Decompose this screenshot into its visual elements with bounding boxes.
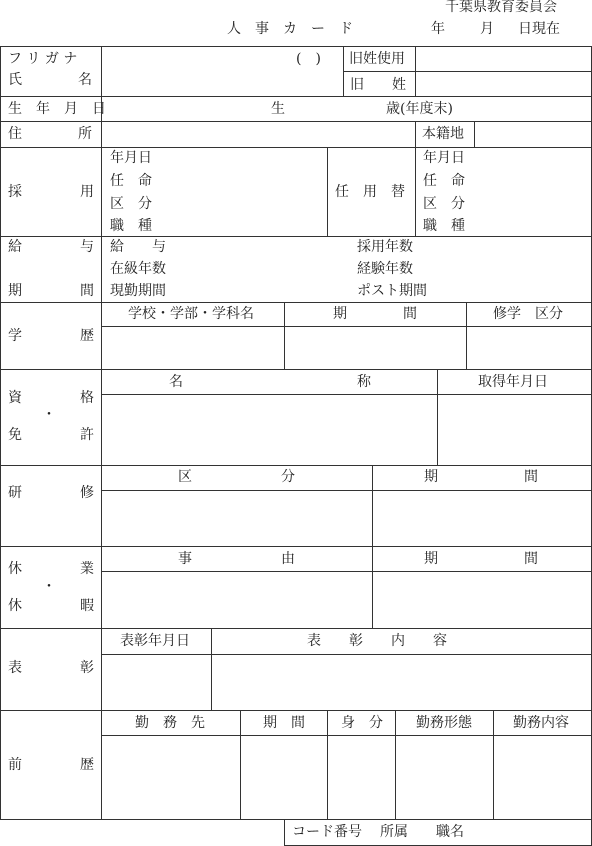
salary-label-b: 与	[80, 239, 94, 255]
title-column-header-a: 名	[169, 374, 183, 390]
leave-label-a: 休	[8, 561, 22, 577]
years-experience-label: 経験年数	[357, 261, 413, 277]
hire-appointment-label: 任 命	[110, 173, 152, 189]
current-service-period-label: 現勤期間	[110, 283, 166, 299]
award-content-field[interactable]	[212, 655, 591, 710]
middle-dot: ・	[42, 407, 56, 423]
old-name-use-label: 旧姓使用	[349, 51, 405, 67]
award-date-field[interactable]	[102, 655, 211, 710]
license-label-a: 免	[8, 427, 22, 443]
birth-date-label: 生 年 月 日	[8, 101, 106, 117]
title-column-header-b: 称	[357, 374, 371, 390]
qualification-name-field[interactable]	[102, 395, 437, 465]
workplace-field[interactable]	[102, 736, 240, 819]
affiliation-label: 所属	[380, 824, 408, 840]
address-label: 住 所	[8, 126, 92, 142]
rule	[0, 46, 1, 819]
vacation-label-b: 暇	[80, 598, 94, 614]
award-label-a: 表	[8, 660, 22, 676]
history-label-a: 前	[8, 757, 22, 773]
period-column-header: 期 間	[333, 306, 417, 322]
award-content-column-header: 表 彰 内 容	[307, 633, 447, 649]
study-status-field[interactable]	[467, 327, 591, 369]
training-label-a: 研	[8, 485, 22, 501]
hire-job-type-label: 職 種	[110, 218, 152, 234]
rule	[0, 236, 592, 237]
leave-reason-field[interactable]	[102, 572, 372, 628]
acquired-date-field[interactable]	[438, 395, 591, 465]
rule	[0, 546, 592, 547]
rule	[415, 121, 416, 147]
training-period-field[interactable]	[373, 491, 591, 546]
old-name-field[interactable]	[416, 72, 591, 96]
rule	[327, 147, 328, 236]
rule	[343, 46, 344, 96]
status-column-header: 身 分	[341, 715, 383, 731]
paren-mark: ( )	[296, 51, 321, 67]
vacation-label-a: 休	[8, 598, 22, 614]
reappointment-job-type-label: 職 種	[423, 218, 465, 234]
form-title: 人 事 カ ー ド	[227, 21, 353, 37]
period-column-header-a: 期	[424, 551, 438, 567]
work-content-column-header: 勤務内容	[513, 715, 569, 731]
date-month-label: 月	[480, 21, 494, 37]
rule	[0, 302, 592, 303]
hire-label-a: 採	[8, 184, 22, 200]
reappointment-category-label: 区 分	[423, 196, 465, 212]
qualification-label-a: 資	[8, 390, 22, 406]
hire-date-label: 年月日	[110, 150, 152, 166]
rule	[0, 465, 592, 466]
qualification-label-b: 格	[80, 390, 94, 406]
date-year-label: 年	[431, 21, 445, 37]
post-period-label: ポスト期間	[357, 283, 427, 299]
age-suffix-label: 歳(年度末)	[386, 101, 453, 117]
reappointment-label: 任 用 替	[335, 184, 405, 200]
leave-label-b: 業	[80, 561, 94, 577]
period-column-header-a: 期	[424, 469, 438, 485]
hire-label-b: 用	[80, 184, 94, 200]
award-date-column-header: 表彰年月日	[120, 633, 190, 649]
name-label: 氏 名	[8, 72, 92, 88]
award-label-b: 彰	[80, 660, 94, 676]
reappointment-appointment-label: 任 命	[423, 173, 465, 189]
name-field[interactable]	[102, 71, 342, 96]
period-label-a: 期	[8, 283, 22, 299]
work-content-field[interactable]	[494, 736, 591, 819]
domicile-label: 本籍地	[422, 126, 464, 142]
reason-column-header-a: 事	[178, 551, 192, 567]
acquired-date-column-header: 取得年月日	[478, 374, 548, 390]
history-status-field[interactable]	[328, 736, 395, 819]
old-name-label: 旧 姓	[350, 77, 406, 93]
domicile-field[interactable]	[475, 122, 591, 147]
birth-date-field[interactable]	[102, 97, 591, 121]
leave-period-field[interactable]	[373, 572, 591, 628]
work-form-column-header: 勤務形態	[416, 715, 472, 731]
furigana-label: フ リ ガ ナ	[8, 51, 78, 67]
rule	[0, 819, 592, 820]
code-number-label: コード番号	[292, 824, 362, 840]
rule	[0, 628, 592, 629]
middle-dot: ・	[42, 579, 56, 595]
period-label-b: 間	[80, 283, 94, 299]
history-label-b: 歴	[80, 757, 94, 773]
salary-grade-label: 給 与	[110, 239, 166, 255]
study-status-column-header: 修学 区分	[493, 306, 563, 322]
years-since-hire-label: 採用年数	[357, 239, 413, 255]
education-label-a: 学	[8, 328, 22, 344]
workplace-column-header: 勤 務 先	[135, 715, 205, 731]
history-period-field[interactable]	[241, 736, 327, 819]
rule	[415, 147, 416, 236]
rule	[0, 710, 592, 711]
education-label-b: 歴	[80, 328, 94, 344]
training-category-field[interactable]	[102, 491, 372, 546]
date-day-suffix: 日現在	[518, 21, 560, 37]
born-label: 生	[271, 101, 285, 117]
organization-name: 千葉県教育委員会	[445, 0, 557, 15]
period-column-header-b: 間	[524, 469, 538, 485]
license-label-b: 許	[80, 427, 94, 443]
hire-category-label: 区 分	[110, 196, 152, 212]
position-label: 職名	[436, 824, 464, 840]
reason-column-header-b: 由	[281, 551, 295, 567]
period-column-header: 期 間	[263, 715, 305, 731]
category-column-header-a: 区	[178, 469, 192, 485]
old-name-use-field[interactable]	[416, 47, 591, 71]
school-column-header: 学校・学部・学科名	[128, 306, 254, 322]
category-column-header-b: 分	[281, 469, 295, 485]
years-in-grade-label: 在級年数	[110, 261, 166, 277]
rule	[0, 369, 592, 370]
salary-label-a: 給	[8, 239, 22, 255]
rule	[0, 147, 592, 148]
period-column-header-b: 間	[524, 551, 538, 567]
period-field[interactable]	[285, 327, 466, 369]
training-label-b: 修	[80, 485, 94, 501]
rule	[284, 819, 285, 846]
address-field[interactable]	[102, 122, 415, 147]
reappointment-date-label: 年月日	[423, 150, 465, 166]
school-field[interactable]	[102, 327, 284, 369]
work-form-field[interactable]	[396, 736, 493, 819]
